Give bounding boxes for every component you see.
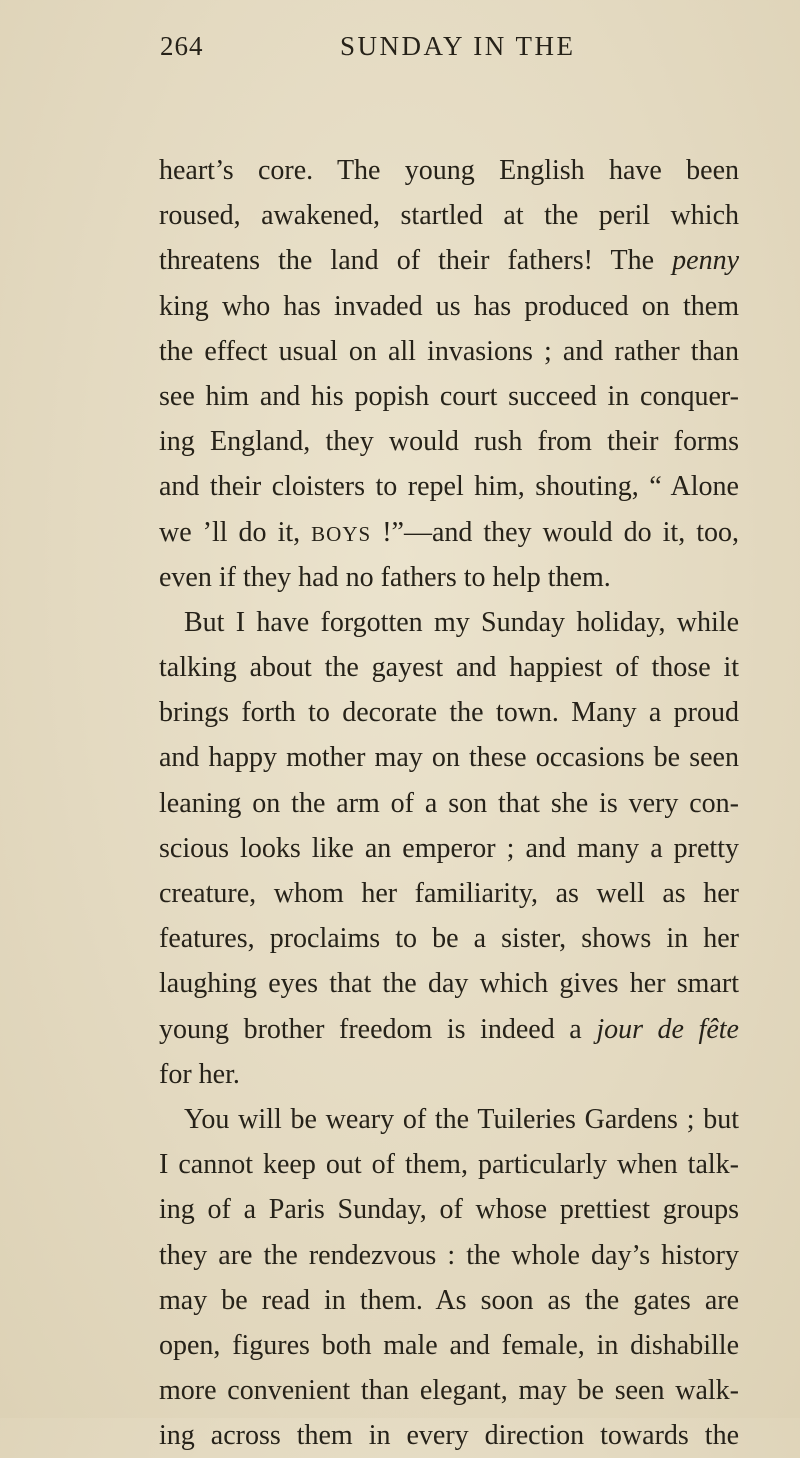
text-line: creature, whom her familiarity, as well as her (159, 878, 739, 909)
running-head (160, 31, 740, 67)
text-line: ing England, they would rush from their forms (159, 426, 739, 458)
text-line: they are the rendezvous : the whole day’s history (159, 1239, 739, 1271)
text-line: scious looks like an emperor ; and many a pretty (159, 832, 739, 864)
text-line: may be read in them. As soon as the gates are (159, 1284, 739, 1316)
italic-fragment: jour de fête (596, 1013, 739, 1045)
text-line (159, 238, 739, 283)
smallcaps-fragment: BOYS (311, 521, 372, 546)
italic-fragment: penny (672, 245, 739, 277)
text-line: more convenient than elegant, may be seen walk- (159, 1375, 739, 1407)
running-title: SUNDAY IN THE (340, 31, 576, 61)
text-line: leaning on the arm of a son that she is very con- (159, 787, 739, 819)
text-line: king who has invaded us has produced on them (159, 290, 739, 322)
text-line (159, 1007, 739, 1052)
text-line: open, figures both male and female, in dishabille (159, 1329, 739, 1361)
text-line: features, proclaims to be a sister, shows in her (159, 923, 739, 955)
text-line: even if they had no fathers to help them. (159, 561, 611, 593)
body-text (159, 148, 739, 1458)
text-line: But I have forgotten my Sunday holiday, while (184, 606, 739, 638)
text-line: ing of a Paris Sunday, of whose prettiest groups (159, 1194, 739, 1226)
text-line: for her. (159, 1058, 240, 1090)
text-line: heart’s core. The young English have been (159, 155, 739, 186)
text-line: and their cloisters to repel him, shouting, “ Alone (159, 471, 739, 503)
line-fragment: young brother freedom is indeed a (159, 1013, 597, 1045)
line-fragment: we ’ll do it, (159, 516, 312, 548)
text-line: and happy mother may on these occasions be seen (159, 742, 739, 774)
text-line: ing across them in every direction towards the (159, 1420, 739, 1452)
text-line: I cannot keep out of them, particularly when talk- (159, 1149, 739, 1181)
text-line: laughing eyes that the day which gives her smart (159, 968, 739, 1000)
text-line: the effect usual on all invasions ; and rather than (159, 335, 739, 367)
text-line: brings forth to decorate the town. Many a proud (159, 697, 739, 729)
text-line: You will be weary of the Tuileries Gardens ; but (184, 1103, 739, 1135)
line-fragment: threatens the land of their fathers! The (159, 245, 673, 277)
page-number: 264 (160, 31, 204, 61)
line-fragment: !”—and they would do it, too, (371, 516, 739, 548)
text-line: roused, awakened, startled at the peril which (159, 200, 739, 232)
text-line: see him and his popish court succeed in conquer- (159, 380, 739, 412)
text-line: talking about the gayest and happiest of those it (159, 652, 739, 684)
text-line (159, 510, 739, 555)
